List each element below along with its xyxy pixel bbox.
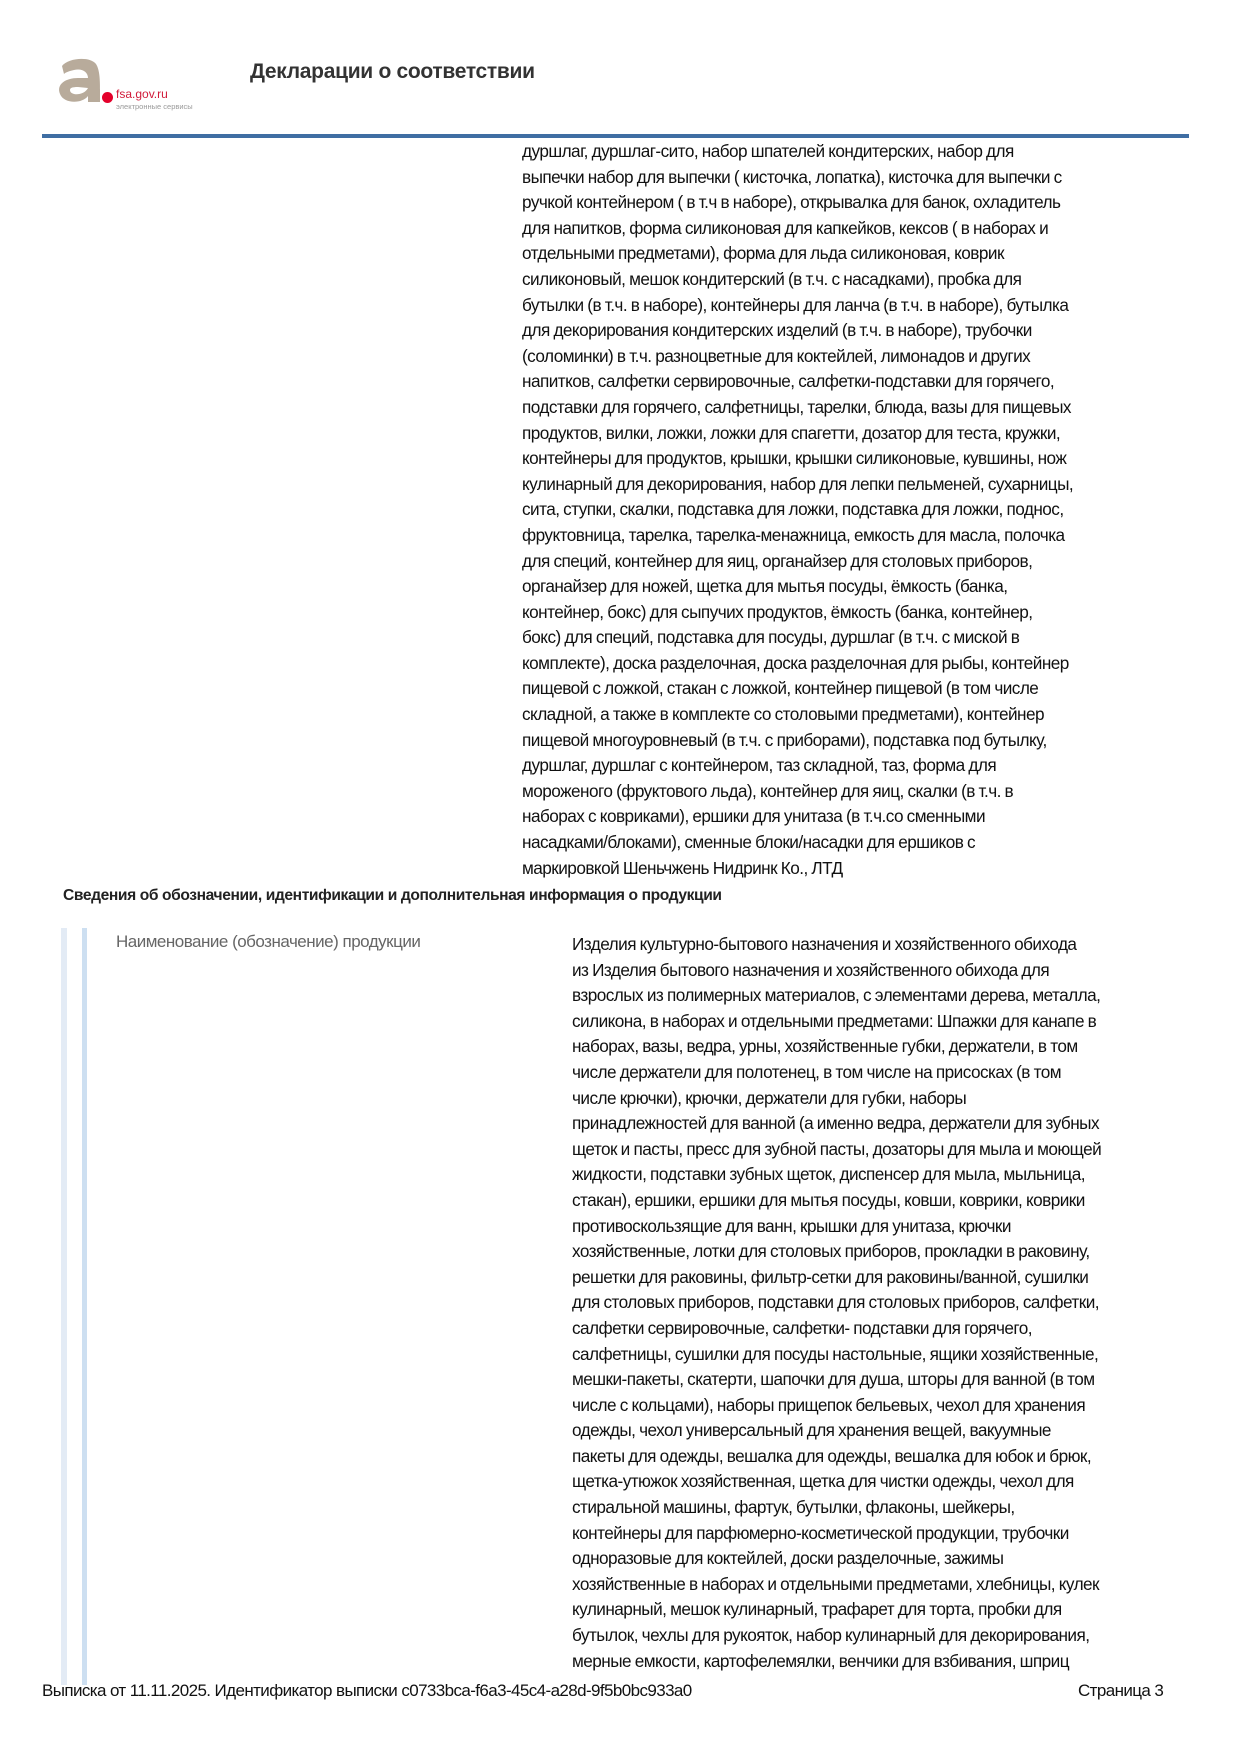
fsa-logo [56,56,206,112]
text-line: принадлежностей для ванной (а именно ведра, держатели для зубных [572,1113,1100,1134]
indent-bar-inner [82,928,87,1685]
text-line: решетки для раковины, фильтр-сетки для раковины/ванной, сушилки [572,1266,1089,1287]
field-value-product-name [572,932,1212,1674]
fsa-a-logo-icon [56,56,102,104]
text-line: мерные емкости, картофелемялки, венчики для взбивания, шприц [572,1650,1069,1671]
text-line: противоскользящие для ванн, крышки для унитаза, крючки [572,1215,1011,1236]
text-line: бокс) для специй, подставка для посуды, дуршлаг (в т.ч. с миской в [522,627,1020,648]
text-line: щеток и пасты, пресс для зубной пасты, дозаторы для мыла и моющей [572,1138,1102,1159]
text-line: пакеты для одежды, вешалка для одежды, вешалка для юбок и брюк, [572,1445,1092,1466]
text-line: дуршлаг, дуршлаг с контейнером, таз складной, таз, форма для [522,755,997,776]
text-line: числе крючки), крючки, держатели для губки, наборы [572,1087,967,1108]
text-line: салфетки сервировочные, салфетки- подставки для горячего, [572,1317,1032,1338]
header-divider [42,134,1189,138]
text-line: бутылки (в т.ч. в наборе), контейнеры для ланча (в т.ч. в наборе), бутылка [522,294,1069,315]
text-line: мешки-пакеты, скатерти, шапочки для душа, шторы для ванной (в том [572,1369,1095,1390]
text-line: сита, ступки, скалки, подставка для ложки, подставка для ложки, поднос, [522,499,1064,520]
footer-extract-id: Выписка от 11.11.2025. Идентификатор выписки c0733bca-f6a3-45c4-a28d-9f5b0bc933a0 [42,1681,692,1700]
text-line: комплекте), доска разделочная, доска разделочная для рыбы, контейнер [522,652,1069,673]
text-line: бутылок, чехлы для рукояток, набор кулинарный для декорирования, [572,1625,1090,1646]
text-line: пищевой многоуровневый (в т.ч. с приборами), подставка под бутылку, [522,729,1047,750]
text-line: кулинарный, мешок кулинарный, трафарет для торта, пробки для [572,1599,1062,1620]
text-line: подставки для горячего, салфетницы, тарелки, блюда, вазы для пищевых [522,396,1071,417]
text-line: хозяйственные в наборах и отдельными предметами, хлебницы, кулек [572,1573,1100,1594]
text-line: салфетницы, сушилки для посуды настольные, ящики хозяйственные, [572,1343,1099,1364]
text-line: наборах, вазы, ведра, урны, хозяйственные губки, держатели, в том [572,1036,1078,1057]
text-line: жидкости, подставки зубных щеток, диспенсер для мыла, мыльница, [572,1164,1085,1185]
text-line: контейнеры для продуктов, крышки, крышки силиконовые, кувшины, нож [522,448,1067,469]
text-line: насадками/блоками), сменные блоки/насадки для ершиков с [522,832,976,853]
text-line: для столовых приборов, подставки для столовых приборов, салфетки, [572,1292,1099,1313]
text-line: наборах с ковриками), ершики для унитаза (в т.ч.со сменными [522,806,986,827]
text-line: взрослых из полимерных материалов, с элементами дерева, металла, [572,985,1101,1006]
text-line: одежды, чехол универсальный для хранения вещей, вакуумные [572,1420,1051,1441]
text-line: стакан), ершики, ершики для мытья посуды, ковши, коврики, коврики [572,1189,1085,1210]
text-line: Изделия культурно-бытового назначения и хозяйственного обихода [572,934,1077,954]
text-line: для напитков, форма силиконовая для капкейков, кексов ( в наборах и [522,217,1049,238]
indent-bar-outer [61,928,67,1685]
text-line: силиконовый, мешок кондитерский (в т.ч. с насадками), пробка для [522,268,1022,289]
text-line: числе держатели для полотенец, в том числе на присосках (в том [572,1061,1062,1082]
text-line: числе с кольцами), наборы прищепок бельевых, чехол для хранения [572,1394,1086,1415]
text-line: органайзер для ножей, щетка для мытья посуды, ёмкость (банка, [522,576,1008,597]
text-line: стиральной машины, фартук, бутылки, флаконы, шейкеры, [572,1497,1015,1518]
text-line: щетка-утюжок хозяйственная, щетка для чистки одежды, чехол для [572,1471,1074,1492]
text-line: для декорирования кондитерских изделий (в т.ч. в наборе), трубочки [522,320,1032,341]
section-title: Сведения об обозначении, идентификации и дополнительная информация о продукции [63,887,722,904]
text-line: складной, а также в комплекте со столовыми предметами), контейнер [522,704,1044,725]
text-line: маркировкой Шеньчжень Нидринк Ко., ЛТД [522,857,843,878]
text-line: контейнеры для парфюмерно-косметической продукции, трубочки [572,1522,1069,1543]
text-line: пищевой с ложкой, стакан с ложкой, контейнер пищевой (в том числе [522,678,1039,699]
text-line: мороженого (фруктового льда), контейнер для яиц, скалки (в т.ч. в [522,780,1014,801]
text-line: отдельными предметами), форма для льда силиконовая, коврик [522,243,1004,264]
page-title: Декларации о соответствии [250,60,535,83]
field-label-product-name: Наименование (обозначение) продукции [116,932,421,951]
text-line: (соломинки) в т.ч. разноцветные для коктейлей, лимонадов и других [522,345,1031,366]
text-line: выпечки набор для выпечки ( кисточка, лопатка), кисточка для выпечки с [522,166,1062,187]
text-line: для специй, контейнер для яиц, органайзер для столовых приборов, [522,550,1033,571]
text-line: ручкой контейнером ( в т.ч в наборе), открывалка для банок, охладитель [522,192,1061,213]
logo-subtitle: электронные сервисы [116,102,193,111]
footer-page-number: Страница 3 [1078,1681,1164,1700]
text-line: силикона, в наборах и отдельными предметами: Шпажки для канапе в [572,1010,1097,1031]
text-line: из Изделия бытового назначения и хозяйственного обихода для [572,959,1050,980]
text-line: контейнер, бокс) для сыпучих продуктов, ёмкость (банка, контейнер, [522,601,1033,622]
text-line: продуктов, вилки, ложки, ложки для спагетти, дозатор для теста, кружки, [522,422,1061,443]
text-line: фруктовница, тарелка, тарелка-менажница, емкость для масла, полочка [522,524,1065,545]
text-line: одноразовые для коктейлей, доски разделочные, зажимы [572,1548,1004,1569]
text-line: напитков, салфетки сервировочные, салфетки-подставки для горячего, [522,371,1055,392]
text-line: дуршлаг, дуршлаг-сито, набор шпателей кондитерских, набор для [522,141,1014,161]
continued-manufacturer-text [522,139,1202,881]
text-line: хозяйственные, лотки для столовых приборов, прокладки в раковину, [572,1241,1090,1262]
logo-red-dot [102,92,113,103]
logo-site-name: fsa.gov.ru [116,87,168,101]
text-line: кулинарный для декорирования, набор для лепки пельменей, сухарницы, [522,473,1074,494]
